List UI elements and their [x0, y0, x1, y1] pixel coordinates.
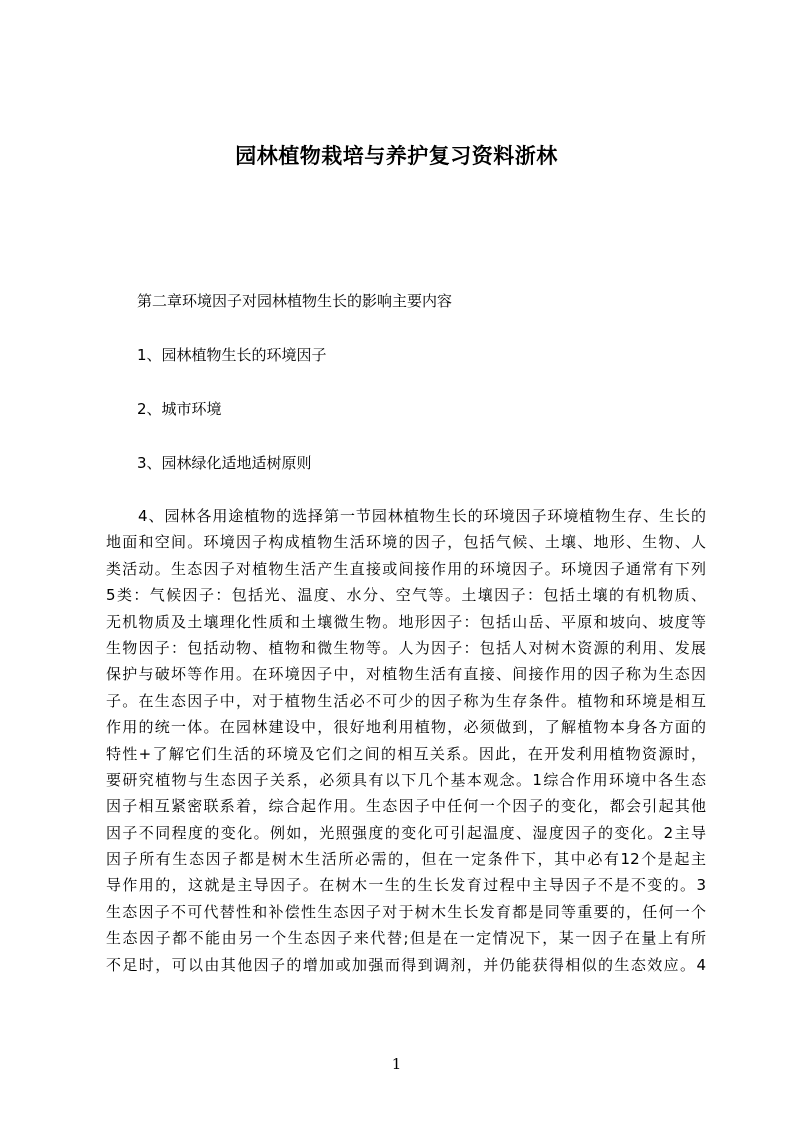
section-heading-2: 2、城市环境: [137, 400, 222, 418]
body-line: 生态因子都不能由另一个生态因子来代替;但是在一定情况下，某一因子在量上有所: [106, 929, 706, 948]
document-title: 园林植物栽培与养护复习资料浙林: [235, 144, 558, 168]
body-line: 不足时，可以由其他因子的增加或加强而得到调剂，并仍能获得相似的生态效应。4: [106, 955, 706, 974]
body-line: 因子相互紧密联系着，综合起作用。生态因子中任何一个因子的变化，都会引起其他: [106, 797, 706, 816]
body-line: 保护与破坏等作用。在环境因子中，对植物生活有直接、间接作用的因子称为生态因: [106, 665, 706, 684]
body-line: 4、园林各用途植物的选择第一节园林植物生长的环境因子环境植物生存、生长的: [138, 507, 706, 525]
body-line: 类活动。生态因子对植物生活产生直接或间接作用的环境因子。环境因子通常有下列: [106, 559, 706, 578]
body-line: 子。在生态因子中，对于植物生活必不可少的因子称为生存条件。植物和环境是相互: [106, 691, 706, 710]
body-paragraph: [106, 503, 706, 978]
body-line: 特性+了解它们生活的环境及它们之间的相互关系。因此，在开发利用植物资源时，: [106, 744, 706, 763]
section-heading-3: 3、园林绿化适地适树原则: [137, 454, 312, 472]
body-line: 地面和空间。环境因子构成植物生活环境的因子，包括气候、土壤、地形、生物、人: [106, 533, 706, 552]
chapter-heading: 第二章环境因子对园林植物生长的影响主要内容: [137, 292, 453, 310]
body-line: 因子不同程度的变化。例如，光照强度的变化可引起温度、湿度因子的变化。2主导: [106, 823, 706, 842]
page-number: 1: [391, 1055, 402, 1073]
body-line: 生态因子不可代替性和补偿性生态因子对于树木生长发育都是同等重要的，任何一个: [106, 902, 706, 921]
body-line: 要研究植物与生态因子关系，必须具有以下几个基本观念。1综合作用环境中各生态: [106, 770, 706, 789]
body-line: 生物因子：包括动物、植物和微生物等。人为因子：包括人对树木资源的利用、发展: [106, 638, 706, 657]
body-line: 5类：气候因子：包括光、温度、水分、空气等。土壤因子：包括土壤的有机物质、: [106, 586, 706, 605]
body-line: 导作用的，这就是主导因子。在树木一生的生长发育过程中主导因子不是不变的。3: [106, 876, 706, 895]
body-line: 因子所有生态因子都是树木生活所必需的，但在一定条件下，其中必有12个是起主: [106, 850, 706, 869]
body-line: 无机物质及土壤理化性质和土壤微生物。地形因子：包括山岳、平原和坡向、坡度等: [106, 612, 706, 631]
body-line: 作用的统一体。在园林建设中，很好地利用植物，必须做到，了解植物本身各方面的: [106, 718, 706, 737]
section-heading-1: 1、园林植物生长的环境因子: [137, 346, 327, 364]
